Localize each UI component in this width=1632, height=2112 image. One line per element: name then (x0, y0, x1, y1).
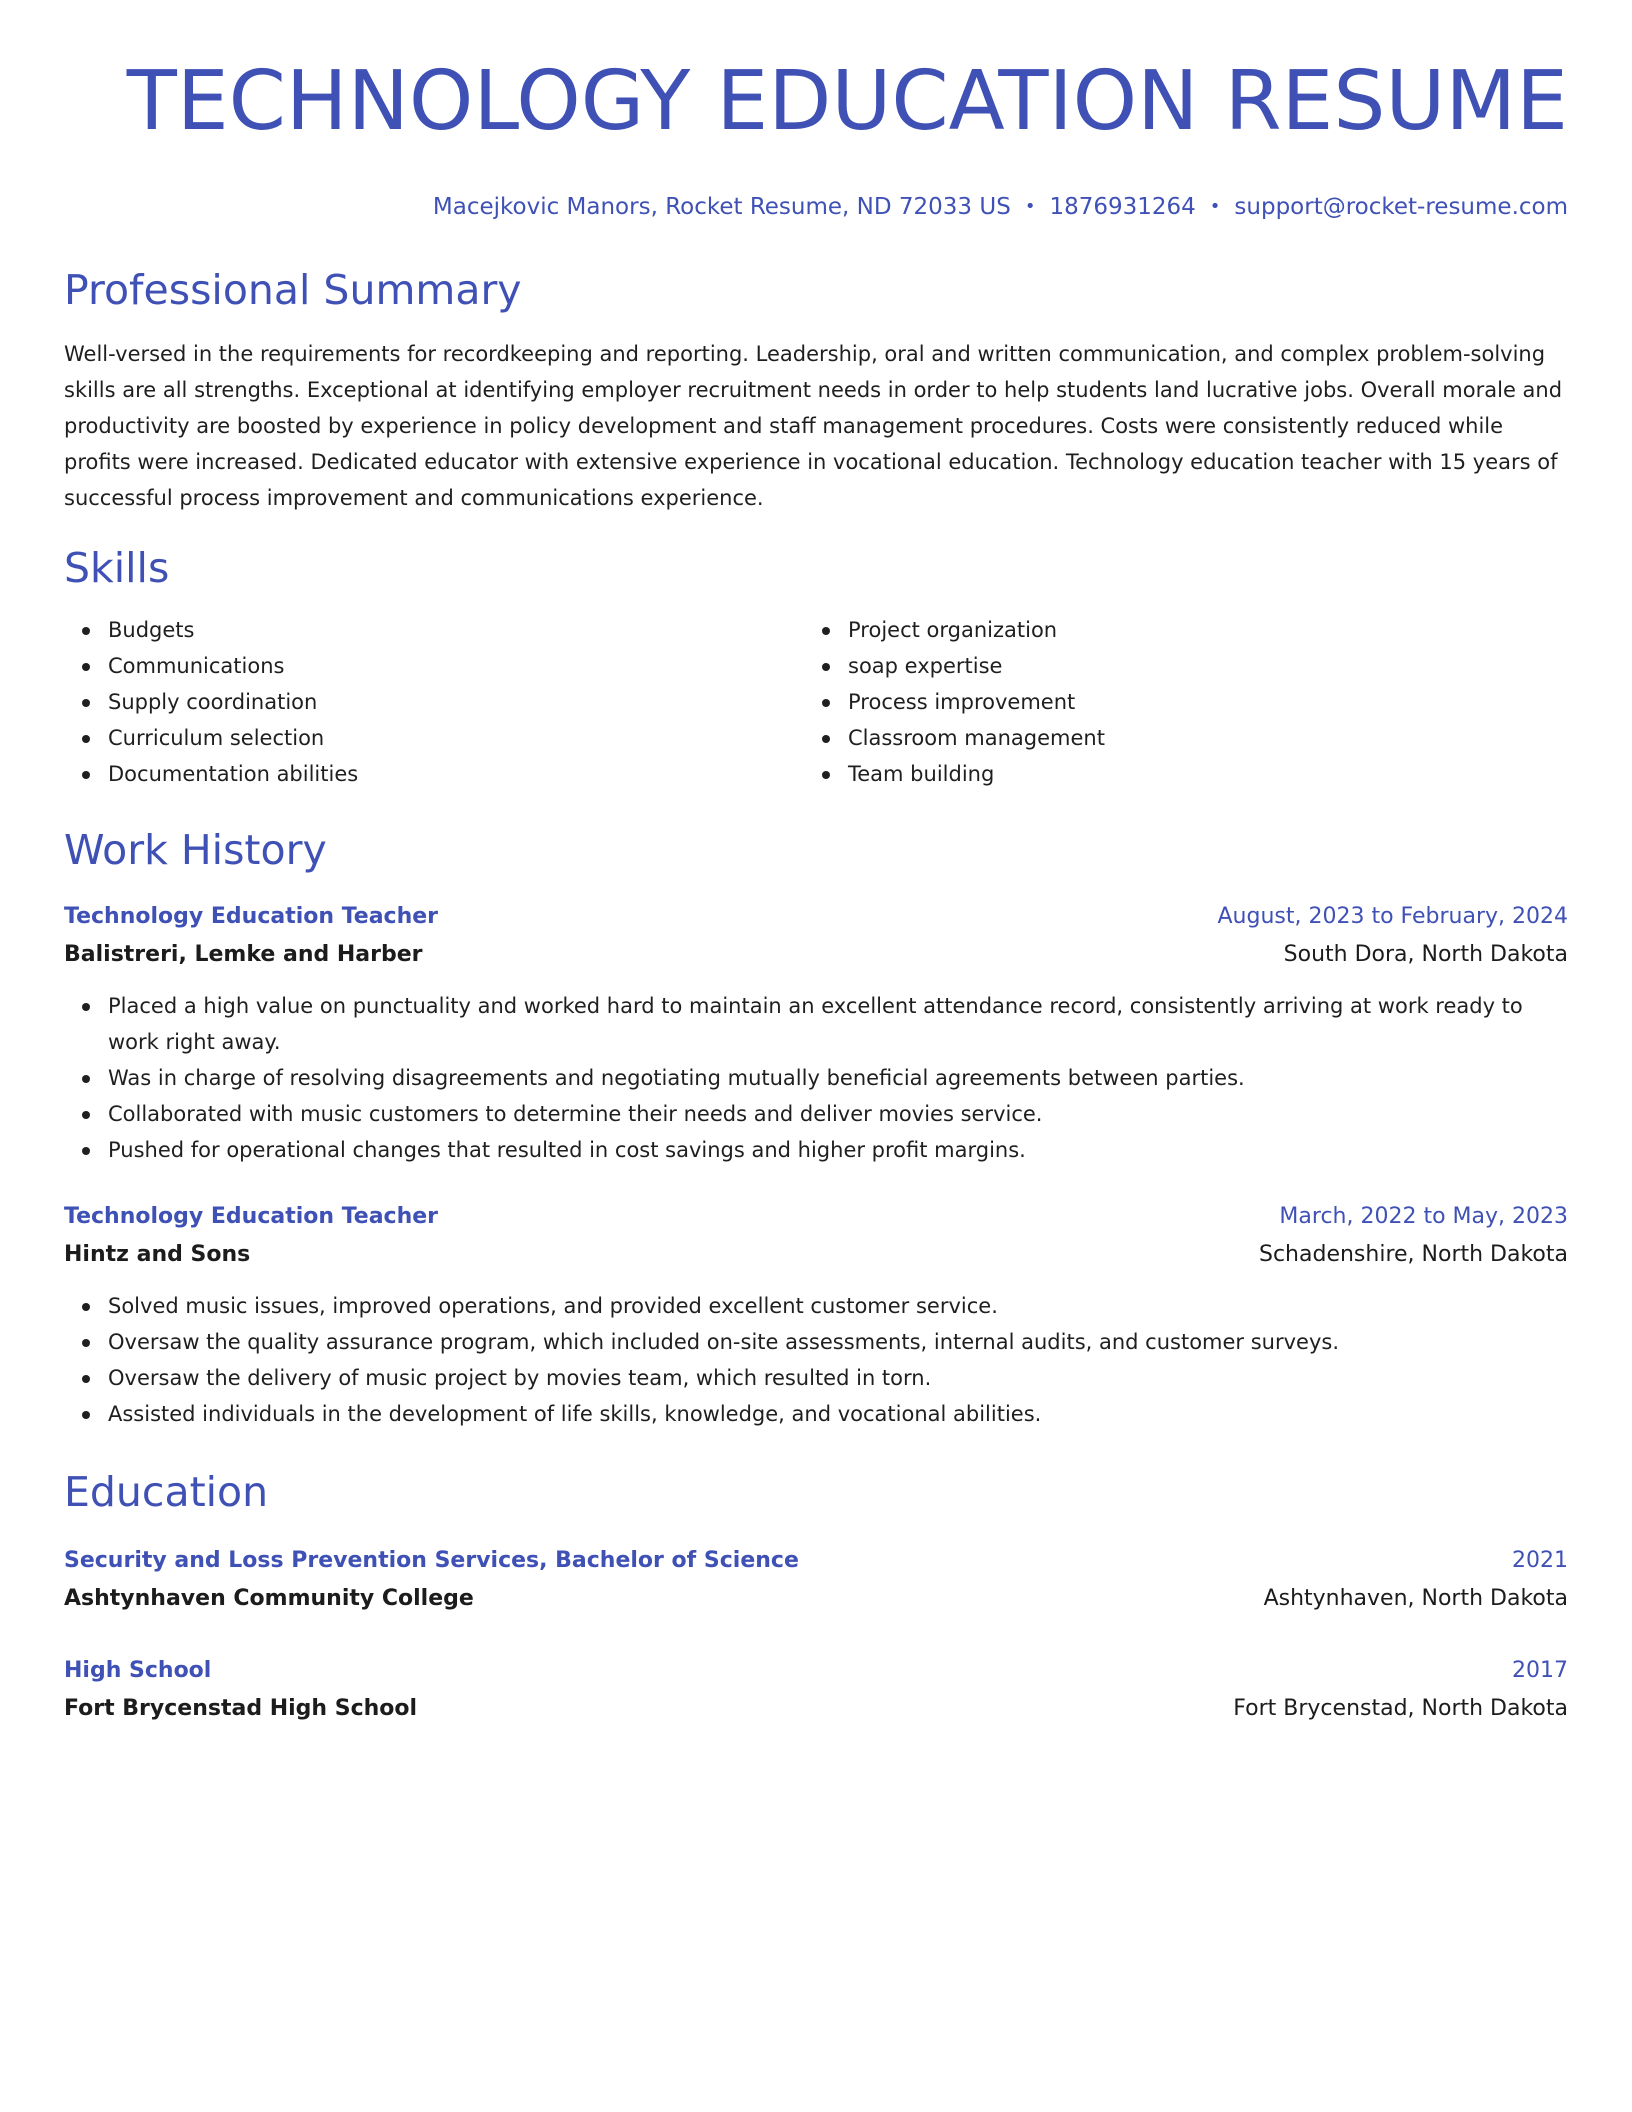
work-history-section (64, 824, 1568, 1432)
job-bullets (64, 1288, 1568, 1432)
resume-title: TECHNOLOGY EDUCATION RESUME (126, 54, 1568, 149)
skill-item: Documentation abilities (108, 756, 804, 792)
job-bullet: Oversaw the delivery of music project by movies team, which resulted in torn. (108, 1360, 1568, 1396)
job-title: Technology Education Teacher (64, 904, 439, 929)
education-degree: High School (64, 1658, 212, 1683)
skill-item: Project organization (848, 612, 1544, 648)
skills-left-column (64, 612, 804, 792)
skill-item: Team building (848, 756, 1544, 792)
skill-item: Communications (108, 648, 804, 684)
job-dates: August, 2023 to February, 2024 (1217, 904, 1568, 929)
job-location: Schadenshire, North Dakota (1259, 1242, 1568, 1267)
skill-item: Curriculum selection (108, 720, 804, 756)
job-entry (64, 1198, 1568, 1432)
skill-item: Supply coordination (108, 684, 804, 720)
skill-item: Budgets (108, 612, 804, 648)
skills-grid (64, 612, 1568, 792)
education-entry (64, 1542, 1568, 1618)
education-school: Ashtynhaven Community College (64, 1586, 474, 1611)
job-company: Hintz and Sons (64, 1242, 251, 1267)
job-bullet: Pushed for operational changes that resulted in cost savings and higher profit margins. (108, 1132, 1568, 1168)
education-year: 2017 (1512, 1658, 1568, 1683)
job-company-row (64, 1236, 1568, 1274)
job-bullet: Solved music issues, improved operations, and provided excellent customer service. (108, 1288, 1568, 1324)
contact-address: Macejkovic Manors, Rocket Resume, ND 72033 US (432, 194, 1011, 220)
education-year: 2021 (1512, 1548, 1568, 1573)
job-title-row (64, 898, 1568, 936)
education-school-row (64, 1580, 1568, 1618)
work-history-heading: Work History (64, 826, 327, 874)
education-degree-row (64, 1542, 1568, 1580)
education-school-row (64, 1690, 1568, 1728)
education-degree-row (64, 1652, 1568, 1690)
contact-phone: 1876931264 (1049, 194, 1196, 220)
skills-heading: Skills (64, 544, 170, 592)
job-bullet: Oversaw the quality assurance program, which included on-site assessments, internal audits, and customer surveys. (108, 1324, 1568, 1360)
job-company-row (64, 936, 1568, 974)
summary-heading: Professional Summary (64, 266, 522, 314)
job-title: Technology Education Teacher (64, 1204, 439, 1229)
job-location: South Dora, North Dakota (1283, 942, 1568, 967)
skills-section (64, 542, 1568, 792)
job-bullet: Was in charge of resolving disagreements and negotiating mutually beneficial agreements between parties. (108, 1060, 1568, 1096)
education-section (64, 1466, 1568, 1728)
education-location: Ashtynhaven, North Dakota (1263, 1586, 1568, 1611)
summary-section (64, 264, 1568, 516)
contact-separator: • (1024, 196, 1036, 217)
contact-line (64, 192, 1568, 222)
job-bullet: Assisted individuals in the development of life skills, knowledge, and vocational abilities. (108, 1396, 1568, 1432)
education-entry (64, 1652, 1568, 1728)
job-dates: March, 2022 to May, 2023 (1279, 1204, 1568, 1229)
skill-item: Classroom management (848, 720, 1544, 756)
job-bullet: Placed a high value on punctuality and worked hard to maintain an excellent attendance record, consistently arriving at work ready to work right away. (108, 988, 1568, 1060)
education-school: Fort Brycenstad High School (64, 1696, 418, 1721)
education-location: Fort Brycenstad, North Dakota (1233, 1696, 1568, 1721)
job-bullet: Collaborated with music customers to determine their needs and deliver movies service. (108, 1096, 1568, 1132)
skill-item: Process improvement (848, 684, 1544, 720)
job-entry (64, 898, 1568, 1168)
education-heading: Education (64, 1468, 269, 1516)
job-company: Balistreri, Lemke and Harber (64, 942, 423, 967)
contact-separator: • (1209, 196, 1221, 217)
skills-right-column (804, 612, 1544, 792)
summary-text: Well-versed in the requirements for recordkeeping and reporting. Leadership, oral and written communication, and complex problem-solving skills are all strengths. Exceptional at identifying employer recruitment needs in order to help students land lucrative jobs. Overall morale and productivity are boosted by experience in policy development and staff management procedures. Costs were consistently reduced while profits were increased. Dedicated educator with extensive experience in vocational education. Technology education teacher with 15 years of successful process improvement and communications experience. (64, 342, 1563, 510)
education-degree: Security and Loss Prevention Services, Bachelor of Science (64, 1548, 799, 1573)
job-title-row (64, 1198, 1568, 1236)
skill-item: soap expertise (848, 648, 1544, 684)
job-bullets (64, 988, 1568, 1168)
contact-email[interactable]: support@rocket-resume.com (1234, 194, 1568, 220)
